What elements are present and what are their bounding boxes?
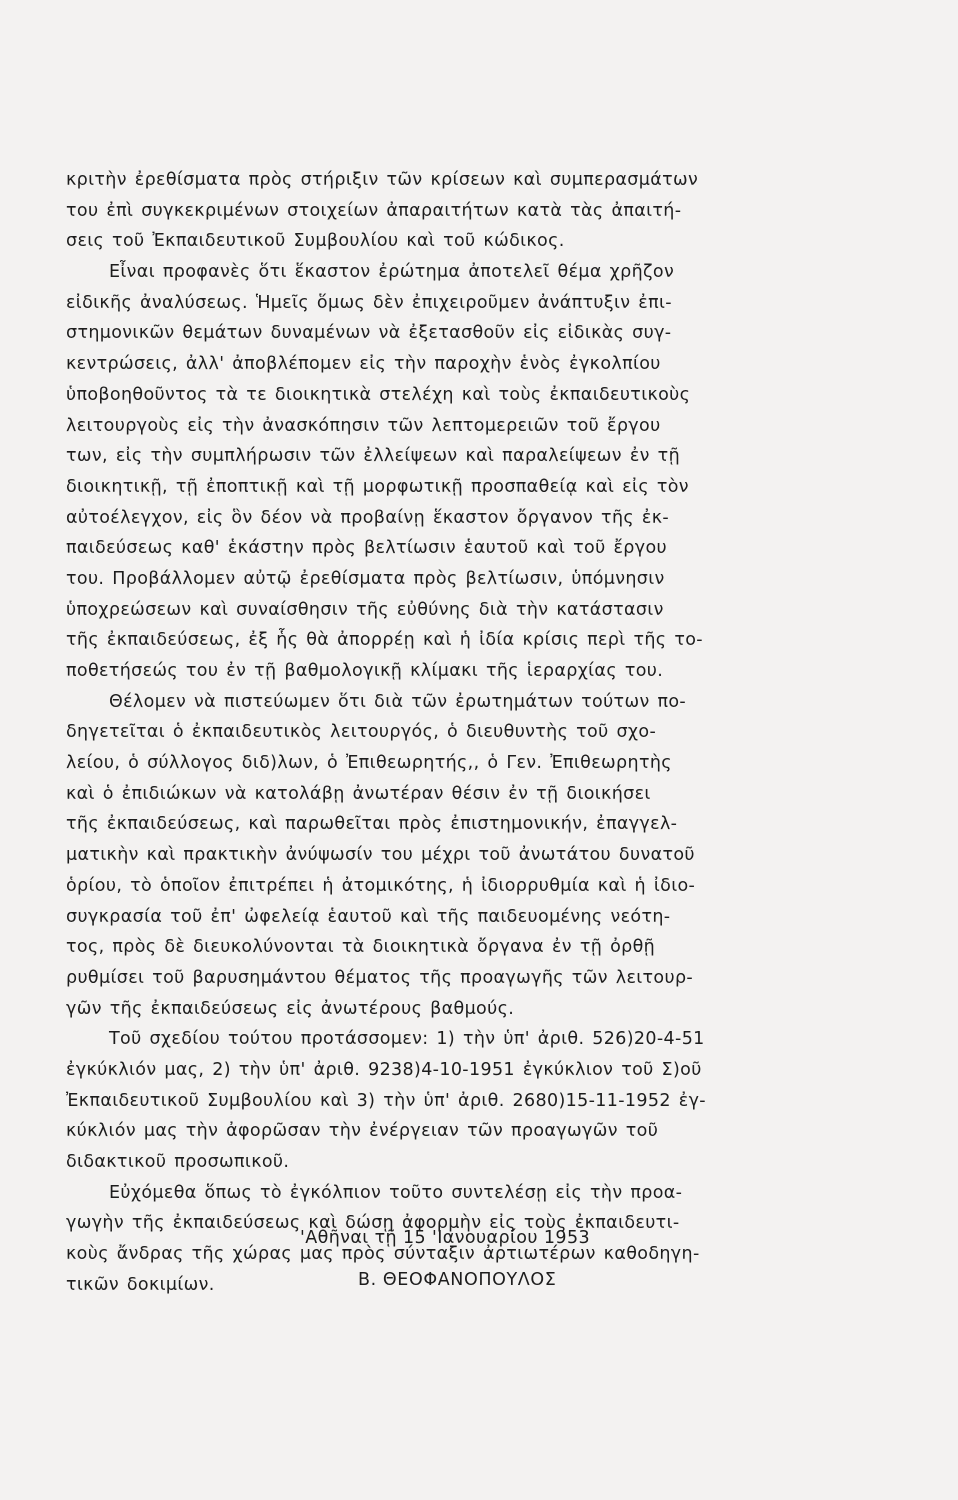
text-line: ὑποχρεώσεων καὶ συναίσθησιν τῆς εὐθύνης διὰ τὴν κατάστασιν	[66, 599, 664, 620]
text-line: κεντρώσεις, ἀλλ' ἀποβλέπομεν εἰς τὴν παροχὴν ἑνὸς ἐγκολπίου	[66, 354, 661, 375]
text-line: λειτουργοὺς εἰς τὴν ἀνασκόπησιν τῶν λεπτομερειῶν τοῦ ἔργου	[66, 415, 661, 436]
text-line: του ἐπὶ συγκεκριμένων στοιχείων ἀπαραιτήτων κατὰ τὰς ἀπαιτή-	[66, 200, 682, 221]
text-line: κοὺς ἄνδρας τῆς χώρας μας πρὸς σύνταξιν ἀρτιωτέρων καθοδηγη-	[66, 1244, 700, 1265]
text-line: τῆς ἐκπαιδεύσεως, καὶ παρωθεῖται πρὸς ἐπιστημονικήν, ἐπαγγελ-	[66, 814, 678, 835]
date-line: 'Αθῆναι τῇ 15 'Ιανουαρίου 1953	[300, 1228, 591, 1248]
text-line: ματικὴν καὶ πρακτικὴν ἀνύψωσίν του μέχρι τοῦ ἀνωτάτου δυνατοῦ	[66, 845, 695, 866]
text-line: δηγετεῖται ὁ ἐκπαιδευτικὸς λειτουργός, ὁ διευθυντὴς τοῦ σχο-	[66, 722, 657, 743]
text-line: Ἐκπαιδευτικοῦ Συμβουλίου καὶ 3) τὴν ὑπ' ἀριθ. 2680)15-11-1952 ἐγ-	[66, 1090, 706, 1111]
text-line: λείου, ὁ σύλλογος διδ)λων, ὁ Ἐπιθεωρητής,, ὁ Γεν. Ἐπιθεωρητὴς	[66, 753, 672, 774]
text-line: διδακτικοῦ προσωπικοῦ.	[66, 1152, 290, 1172]
text-line: εἰδικῆς ἀναλύσεως. Ἡμεῖς ὅμως δὲν ἐπιχειροῦμεν ἀνάπτυξιν ἐπι-	[66, 292, 672, 313]
text-line: τικῶν δοκιμίων.	[66, 1274, 215, 1295]
body-text	[66, 165, 806, 1300]
text-line: ρυθμίσει τοῦ βαρυσημάντου θέματος τῆς προαγωγῆς τῶν λειτουρ-	[66, 967, 694, 988]
text-line: των, εἰς τὴν συμπλήρωσιν τῶν ἐλλείψεων καὶ παραλείψεων ἐν τῇ	[66, 446, 681, 467]
text-line: γωγὴν τῆς ἐκπαιδεύσεως καὶ δώσῃ ἀφορμὴν εἰς τοὺς ἐκπαιδευτι-	[66, 1213, 680, 1234]
text-line: Εἶναι προφανὲς ὅτι ἕκαστον ἐρώτημα ἀποτελεῖ θέμα χρῆζον	[109, 262, 675, 283]
text-line: Εὐχόμεθα ὅπως τὸ ἐγκόλπιον τοῦτο συντελέσῃ εἰς τὴν προα-	[109, 1182, 683, 1203]
text-line: του. Προβάλλομεν αὐτῷ ἐρεθίσματα πρὸς βελτίωσιν, ὑπόμνησιν	[66, 568, 665, 589]
text-line: καὶ ὁ ἐπιδιώκων νὰ κατολάβῃ ἀνωτέραν θέσιν ἐν τῇ διοικήσει	[66, 783, 651, 804]
text-line: συγκρασία τοῦ ἐπ' ὠφελείᾳ ἑαυτοῦ καὶ τῆς παιδευομένης νεότη-	[66, 906, 671, 927]
text-line: Θέλομεν νὰ πιστεύωμεν ὅτι διὰ τῶν ἐρωτημάτων τούτων πο-	[109, 691, 687, 712]
text-line: τῆς ἐκπαιδεύσεως, ἐξ ἧς θὰ ἀπορρέῃ καὶ ἡ ἰδία κρίσις περὶ τῆς το-	[66, 630, 703, 651]
text-line: παιδεύσεως καθ' ἑκάστην πρὸς βελτίωσιν ἑαυτοῦ καὶ τοῦ ἔργου	[66, 538, 667, 559]
text-line: ὑποβοηθοῦντος τὰ τε διοικητικὰ στελέχη καὶ τοὺς ἐκπαιδευτικοὺς	[66, 384, 691, 405]
text-line: ποθετήσεώς του ἐν τῇ βαθμολογικῇ κλίμακι τῆς ἱεραρχίας του.	[66, 661, 664, 681]
text-line: διοικητικῇ, τῇ ἐποπτικῇ καὶ τῇ μορφωτικῇ προσπαθείᾳ καὶ εἰς τὸν	[66, 476, 689, 497]
text-line: τος, πρὸς δὲ διευκολύνονται τὰ διοικητικὰ ὄργανα ἐν τῇ ὀρθῇ	[66, 937, 656, 958]
text-line: ἐγκύκλιόν μας, 2) τὴν ὑπ' ἀριθ. 9238)4-10-1951 ἐγκύκλιον τοῦ Σ)οῦ	[66, 1059, 702, 1080]
text-line: αὐτοέλεγχον, εἰς ὃν δέον νὰ προβαίνῃ ἕκαστον ὄργανον τῆς ἐκ-	[66, 507, 670, 528]
text-line: στημονικῶν θεμάτων δυναμένων νὰ ἐξετασθοῦν εἰς εἰδικὰς συγ-	[66, 323, 672, 344]
text-line: ὁρίου, τὸ ὁποῖον ἐπιτρέπει ἡ ἀτομικότης, ἡ ἰδιορρυθμία καὶ ἡ ἰδιο-	[66, 875, 696, 896]
text-line: κριτὴν ἐρεθίσματα πρὸς στήριξιν τῶν κρίσεων καὶ συμπερασμάτων	[66, 170, 699, 190]
text-line: κύκλιόν μας τὴν ἀφορῶσαν τὴν ἐνέργειαν τῶν προαγωγῶν τοῦ	[66, 1121, 659, 1142]
text-line: Τοῦ σχεδίου τούτου προτάσσομεν: 1) τὴν ὑπ' ἀριθ. 526)20-4-51	[109, 1029, 705, 1050]
signature: Β. ΘΕΟΦΑΝΟΠΟΥΛΟΣ	[358, 1270, 557, 1290]
text-line: γῶν τῆς ἐκπαιδεύσεως εἰς ἀνωτέρους βαθμούς.	[66, 998, 515, 1019]
text-line: σεις τοῦ Ἐκπαιδευτικοῦ Συμβουλίου καὶ τοῦ κώδικος.	[66, 231, 565, 252]
